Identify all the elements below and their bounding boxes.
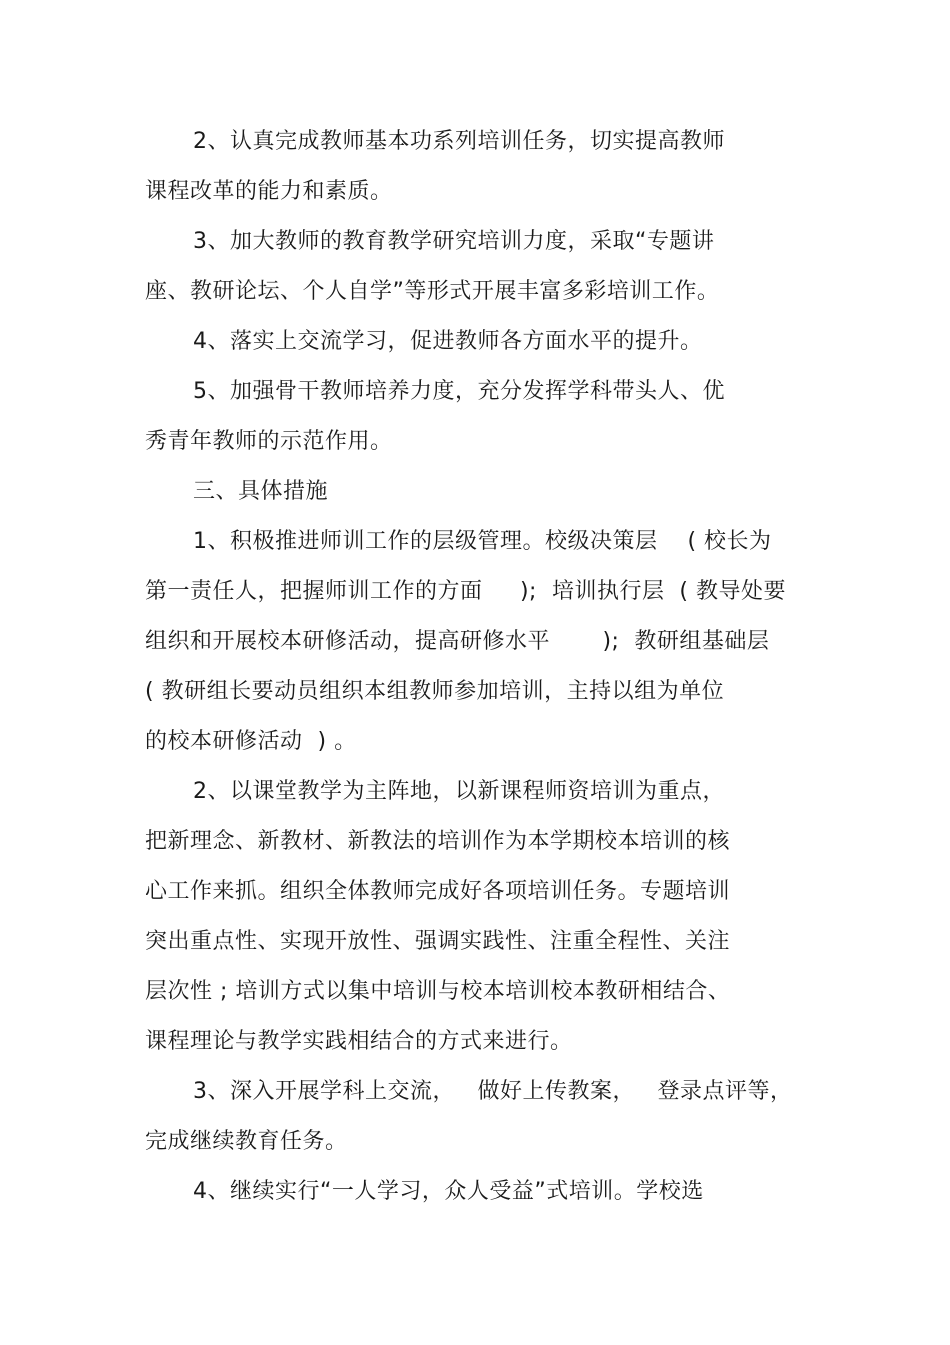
text-line: 层次性 ; 培训方式以集中培训与校本培训校本教研相结合、 bbox=[145, 979, 731, 1004]
text-line: 课程理论与教学实践相结合的方式来进行。 bbox=[145, 1029, 573, 1054]
text-line: 2、认真完成教师基本功系列培训任务，切实提高教师 bbox=[193, 129, 725, 154]
text-line: ( 教研组长要动员组织本组教师参加培训，主持以组为单位 bbox=[145, 679, 725, 704]
text-line: 的校本研修活动 ) 。 bbox=[145, 729, 357, 754]
text-line: 4、继续实行“一人学习，众人受益”式培训。学校选 bbox=[193, 1179, 704, 1204]
text-line: 1、积极推进师训工作的层级管理。校级决策层 ( 校长为 bbox=[193, 529, 772, 554]
text-line: 5、加强骨干教师培养力度，充分发挥学科带头人、优 bbox=[193, 379, 725, 404]
text-line: 3、加大教师的教育教学研究培训力度，采取“专题讲 bbox=[193, 229, 715, 254]
text-line: 座、教研论坛、个人自学”等形式开展丰富多彩培训工作。 bbox=[145, 279, 720, 304]
text-line: 心工作来抓。组织全体教师完成好各项培训任务。专题培训 bbox=[145, 879, 731, 904]
text-line: 2、以课堂教学为主阵地，以新课程师资培训为重点， bbox=[193, 779, 725, 804]
text-line: 把新理念、新教材、新教法的培训作为本学期校本培训的核 bbox=[145, 829, 731, 854]
text-line: 4、落实上交流学习，促进教师各方面水平的提升。 bbox=[193, 329, 703, 354]
text-line: 第一责任人，把握师训工作的方面 ); 培训执行层 ( 教导处要 bbox=[145, 579, 787, 604]
text-line: 组织和开展校本研修活动，提高研修水平 ); 教研组基础层 bbox=[145, 629, 770, 654]
text-line: 完成继续教育任务。 bbox=[145, 1129, 348, 1154]
section-heading: 三、具体措施 bbox=[193, 479, 329, 504]
text-line: 3、深入开展学科上交流， 做好上传教案， 登录点评等， bbox=[193, 1079, 793, 1104]
text-line: 课程改革的能力和素质。 bbox=[145, 179, 393, 204]
text-line: 秀青年教师的示范作用。 bbox=[145, 429, 393, 454]
text-line: 突出重点性、实现开放性、强调实践性、注重全程性、关注 bbox=[145, 929, 731, 954]
